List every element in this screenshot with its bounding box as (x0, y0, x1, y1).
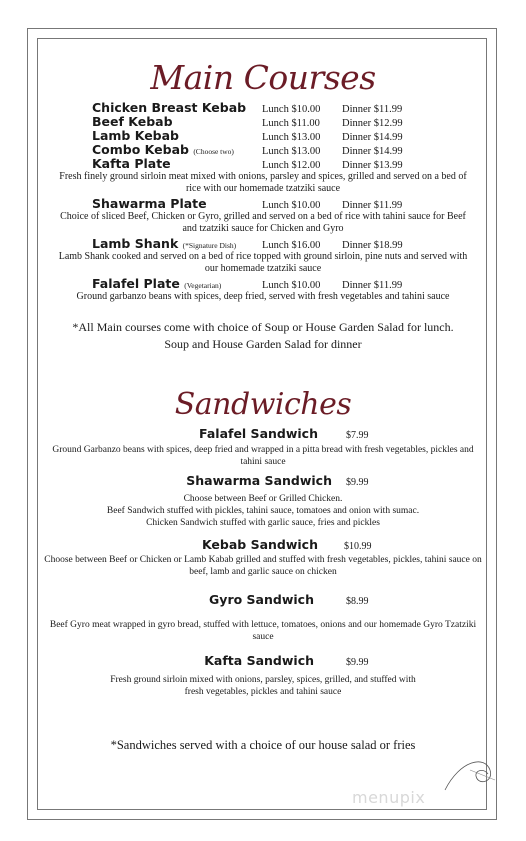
watermark-logo: menupix (352, 788, 426, 807)
item-name: Falafel Plate (92, 276, 180, 291)
item-note: (*Signature Dish) (182, 241, 237, 250)
dinner-price: Dinner $11.99 (342, 280, 403, 291)
lunch-price: Lunch $12.00 (262, 160, 321, 171)
sandwich-description: Ground Garbanzo beans with spices, deep fried and wrapped in a pitta bread with fresh vegetables, pickles and tahini sauce (52, 445, 474, 467)
sandwiches-title: Sandwiches (174, 387, 352, 422)
decorative-swirl-icon (440, 750, 500, 800)
dinner-price: Dinner $14.99 (342, 146, 403, 157)
item-name: Chicken Breast Kebab (92, 100, 247, 115)
menu-content (40, 40, 486, 753)
sandwich-name: Falafel Sandwich (199, 426, 318, 441)
dinner-price: Dinner $12.99 (342, 118, 403, 129)
sandwich-price: $7.99 (346, 430, 369, 441)
lunch-price: Lunch $10.00 (262, 200, 321, 211)
lunch-price: Lunch $13.00 (262, 132, 321, 143)
sandwich-price: $8.99 (346, 596, 369, 607)
item-name: Lamb Kebab (92, 128, 179, 143)
sandwiches-footer-note: *Sandwiches served with a choice of our house salad or fries (110, 738, 416, 752)
lunch-price: Lunch $10.00 (262, 104, 321, 115)
lunch-price: Lunch $16.00 (262, 240, 321, 251)
item-name: Beef Kebab (92, 114, 173, 129)
dinner-price: Dinner $14.99 (342, 132, 403, 143)
dinner-price: Dinner $11.99 (342, 104, 403, 115)
sandwich-price: $10.99 (344, 541, 372, 552)
main-item (40, 197, 486, 235)
sandwich-name: Shawarma Sandwich (186, 473, 332, 488)
item-name: Kafta Plate (92, 156, 171, 171)
main-item (40, 129, 486, 143)
dinner-price: Dinner $11.99 (342, 200, 403, 211)
item-name: Shawarma Plate (92, 196, 207, 211)
sandwich-item (40, 653, 486, 698)
dinner-price: Dinner $13.99 (342, 160, 403, 171)
sandwich-price: $9.99 (346, 657, 369, 668)
sandwich-name: Kafta Sandwich (204, 653, 314, 668)
dinner-price: Dinner $18.99 (342, 240, 403, 251)
main-item (40, 143, 486, 157)
main-item (40, 277, 486, 303)
note-line: *All Main courses come with choice of Soup or House Garden Salad for lunch. (72, 320, 454, 334)
item-description: Ground garbanzo beans with spices, deep fried, served with fresh vegetables and tahini sauce (76, 291, 450, 302)
sandwiches-list (40, 426, 486, 698)
sandwich-description: Beef Gyro meat wrapped in gyro bread, stuffed with lettuce, tomatoes, onions and our homemade Gyro Tzatziki sauce (49, 620, 477, 642)
sandwich-name: Gyro Sandwich (209, 592, 314, 607)
item-name: Combo Kebab (92, 142, 189, 157)
sandwich-description: Choose between Beef or Chicken or Lamb Kabab grilled and stuffed with fresh vegetables, pickles, tahini sauce on beef, lamb and garlic sauce on chicken (44, 555, 482, 577)
sandwich-item (40, 592, 486, 643)
item-description: Fresh finely ground sirloin meat mixed with onions, parsley and spices, grilled and served on a bed of rice with our homemade tzatziki sauce (59, 171, 467, 194)
item-note: (Vegetarian) (184, 281, 222, 290)
sandwich-price: $9.99 (346, 477, 369, 488)
main-courses-title: Main Courses (150, 58, 376, 97)
item-name: Lamb Shank (92, 236, 179, 251)
note-line: Soup and House Garden Salad for dinner (164, 337, 362, 351)
sandwich-item (40, 537, 486, 578)
item-description: Choice of sliced Beef, Chicken or Gyro, grilled and served on a bed of rice with tahini sauce for Beef and tzatziki sauce for Chicken and Gyro (60, 211, 466, 234)
sandwich-item (40, 426, 486, 468)
main-item (40, 237, 486, 275)
item-description: Lamb Shank cooked and served on a bed of rice topped with ground sirloin, pine nuts and served with our homemade tzatziki sauce (58, 251, 468, 274)
item-note: (Choose two) (193, 147, 234, 156)
lunch-price: Lunch $11.00 (262, 118, 320, 129)
main-item (40, 157, 486, 195)
main-courses-note (40, 319, 486, 353)
sandwich-name: Kebab Sandwich (201, 537, 318, 552)
lunch-price: Lunch $10.00 (262, 280, 321, 291)
sandwich-description: Fresh ground sirloin mixed with onions, parsley, spices, grilled, and stuffed with fresh vegetables, pickles and tahini sauce (110, 675, 416, 697)
sandwich-item (40, 473, 486, 529)
sandwich-description: Choose between Beef or Grilled Chicken. Beef Sandwich stuffed with pickles, tahini sauce, tomatoes and onion with sumac. Chicken Sandwich stuffed with garlic sauce, fries and pickles (106, 494, 420, 528)
lunch-price: Lunch $13.00 (262, 146, 321, 157)
main-item (40, 115, 486, 129)
main-item (40, 101, 486, 115)
main-courses-list (40, 101, 486, 303)
